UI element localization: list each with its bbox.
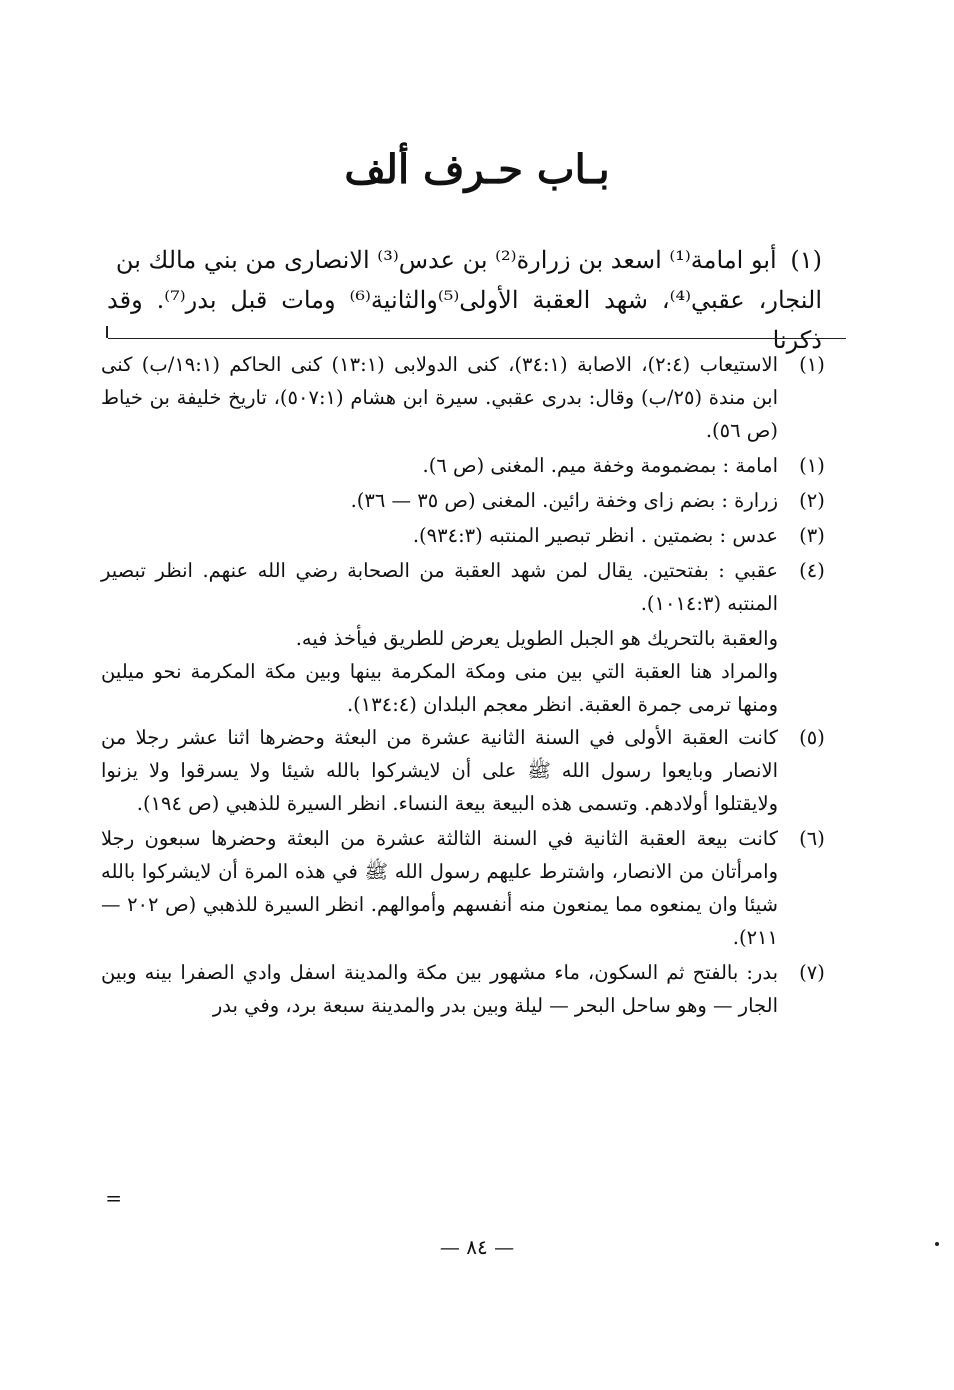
footnote-paragraph: كانت بيعة العقبة الثانية في السنة الثالثة عشرة من البعثة وحضرها سبعون رجلا وامرأتان من الانصار، واشترط عليهم رسول الله ﷺ في هذه المرة أن لايشركوا بالله شيئا وان يمنعوه مما يمنعون منه أنفسهم وأموالهم. انظر السيرة للذهبي (ص ٢٠٢ — ٢١١). (101, 827, 778, 949)
footnote (101, 484, 846, 517)
footnote (101, 519, 846, 552)
footnote (101, 956, 846, 1022)
footnote-text (101, 484, 778, 517)
footnote-text (101, 348, 778, 447)
footnote-number: (٢) (799, 489, 825, 512)
footnote-text (101, 519, 778, 552)
footnote-number: (٣) (799, 524, 825, 547)
footnote (101, 449, 846, 482)
entry-line-2: النجار، عقبي⁽⁴⁾، شهد العقبة الأولى⁽⁵⁾والثانية⁽⁶⁾ ومات قبل بدر⁽⁷⁾. وقد ذكرنا (107, 286, 823, 354)
footnotes-section (101, 348, 846, 1024)
footnote-paragraph: بدر: بالفتح ثم السكون، ماء مشهور بين مكة والمدينة اسفل وادي الصفرا بينه وبين الجار — وهو ساحل البحر — ليلة وبين بدر والمدينة سبعة برد، وفي بدر (101, 961, 778, 1017)
page-title: بـاب حـرف ألف (344, 146, 610, 193)
stray-dot (935, 1242, 939, 1246)
footnote-text (101, 721, 778, 820)
footnote-number: (٤) (799, 559, 825, 582)
entry-number: (١) (790, 246, 822, 274)
footnote-text (101, 554, 778, 620)
footnote-number: (١) (799, 454, 825, 477)
footnote-paragraph: امامة : بمضمومة وخفة ميم. المغنى (ص ٦). (422, 454, 778, 477)
footnote-paragraph: عقبي : بفتحتين. يقال لمن شهد العقبة من الصحابة رضي الله عنهم. انظر تبصير المنتبه (١٠١٤:٣). (101, 559, 778, 615)
footnote (101, 721, 846, 820)
footnote-number: (١) (799, 353, 825, 376)
footnote-number: (٥) (799, 726, 825, 749)
footnote-continuation: والمراد هنا العقبة التي بين منى ومكة المكرمة بينها وبين مكة المكرمة نحو ميلين ومنها ترمى جمرة العقبة. انظر معجم البلدان (١٣٤:٤). (101, 660, 778, 716)
page-number: — ٨٤ — (439, 1235, 515, 1259)
footnote-paragraph: زرارة : بضم زاى وخفة رائين. المغنى (ص ٣٥ — ٣٦). (350, 489, 778, 512)
main-entry (107, 240, 822, 360)
footnote-continuation: والعقبة بالتحريك هو الجبل الطويل يعرض للطريق فيأخذ فيه. (295, 627, 778, 650)
continuation-mark: = (105, 1186, 122, 1210)
entry-line-1: أبو امامة⁽¹⁾ اسعد بن زرارة⁽²⁾ بن عدس⁽³⁾ الانصارى من بني مالك بن (115, 246, 777, 274)
footnote-paragraph: كانت العقبة الأولى في السنة الثانية عشرة من البعثة وحضرها اثنا عشر رجلا من الانصار وبايعوا رسول الله ﷺ على أن لايشركوا بالله شيئا ولا يسرقوا ولا يزنوا ولايقتلوا أولادهم. وتسمى هذه البيعة بيعة النساء. انظر السيرة للذهبي (ص ١٩٤). (101, 726, 778, 815)
margin-mark (106, 326, 108, 338)
footnote-number: (٦) (799, 827, 825, 850)
footnote-text (101, 956, 778, 1022)
footnote-paragraph: عدس : بضمتين . انظر تبصير المنتبه (٩٣٤:٣). (412, 524, 778, 547)
footnote-divider (108, 338, 846, 339)
footnote-text (101, 822, 778, 954)
footnote (101, 348, 846, 447)
footnote (101, 554, 846, 620)
footnote-paragraph: الاستيعاب (٢:٤)، الاصابة (٣٤:١)، كنى الدولابى (١٣:١) كنى الحاكم (١٩:١/ب) كنى ابن مندة (٢٥/ب) وقال: بدرى عقبي. سيرة ابن هشام (٥٠٧:١)، تاريخ خليفة بن خياط (ص ٥٦). (101, 353, 778, 442)
footnote-text (101, 449, 778, 482)
footnote-number: (٧) (799, 961, 825, 984)
footnote (101, 822, 846, 954)
